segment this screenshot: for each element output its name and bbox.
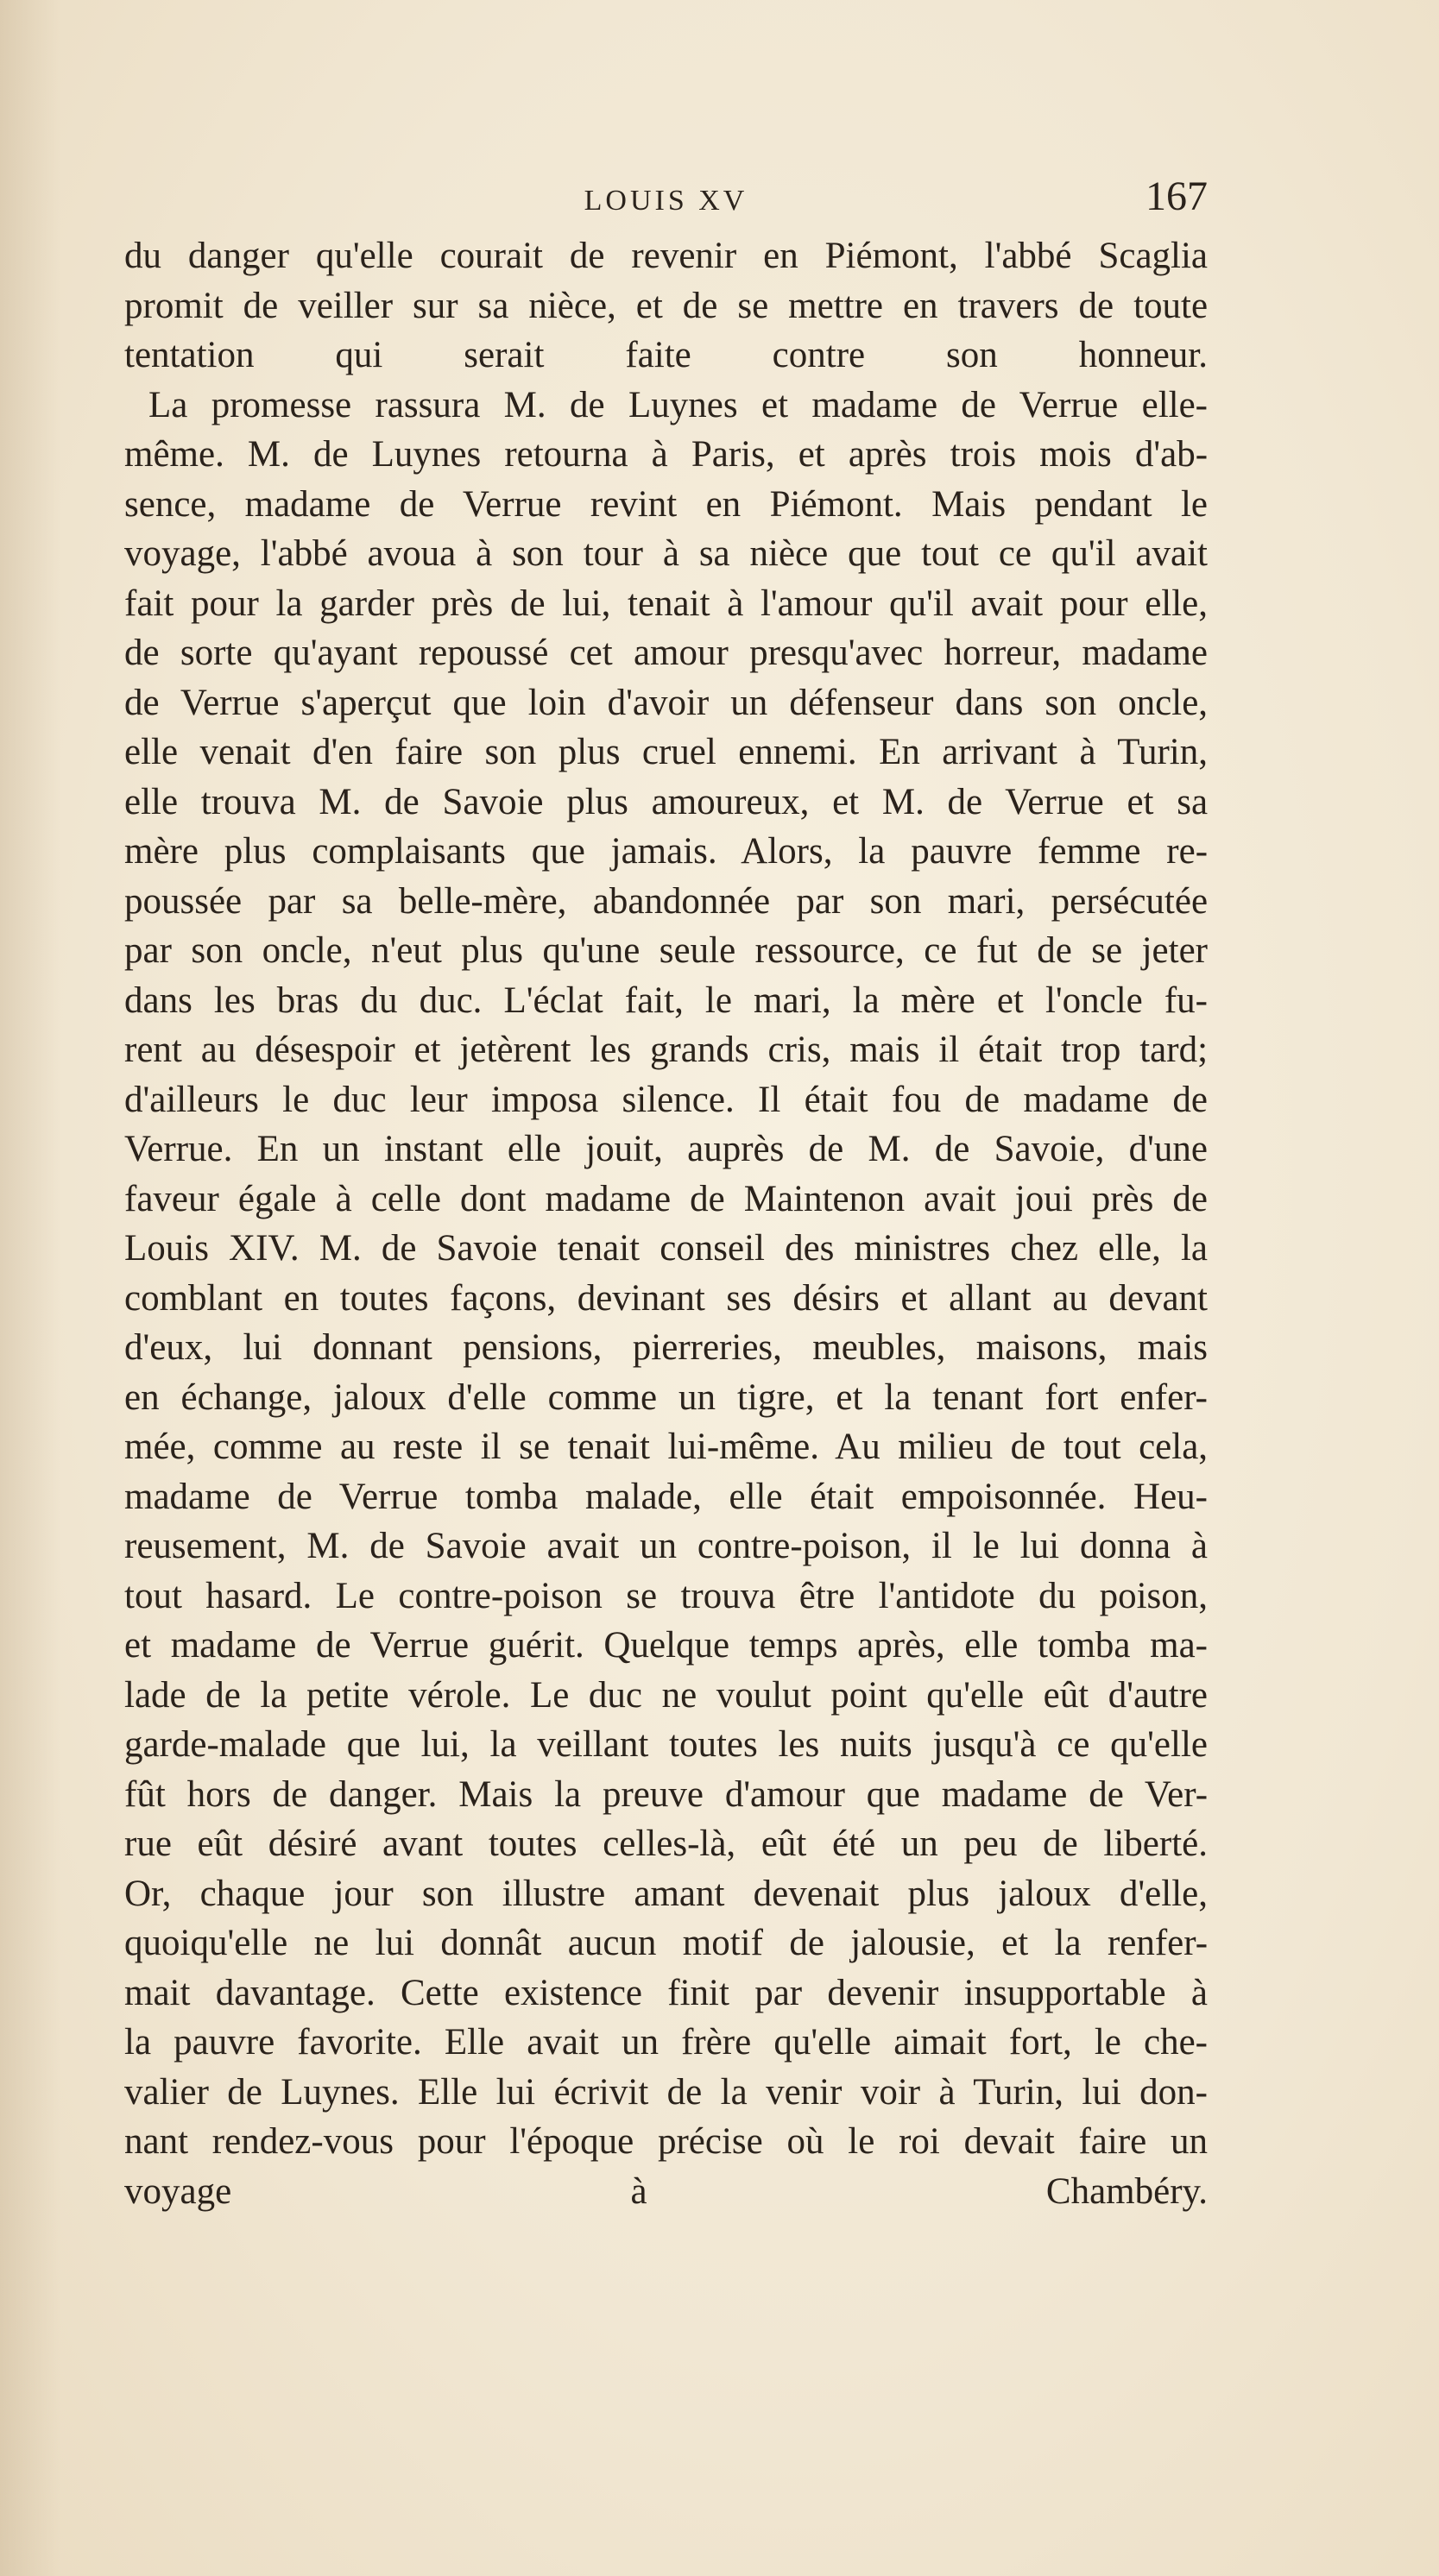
text-line: garde-malade que lui, la veillant toutes les nuits jusqu'à ce qu'elle bbox=[124, 1724, 1208, 1765]
text-line: de sorte qu'ayant repoussé cet amour presqu'avec horreur, madame bbox=[124, 633, 1208, 673]
text-line: fait pour la garder près de lui, tenait à l'amour qu'il avait pour elle, bbox=[124, 583, 1209, 624]
text-line: La promesse rassura M. de Luynes et madame de Verrue elle- bbox=[148, 384, 1208, 425]
page-number: 167 bbox=[1146, 173, 1208, 219]
text-line: mée, comme au reste il se tenait lui-même. Au milieu de tout cela, bbox=[124, 1427, 1209, 1467]
text-line: d'ailleurs le duc leur imposa silence. Il était fou de madame de bbox=[124, 1079, 1208, 1120]
text-line: voyage à Chambéry. bbox=[124, 2170, 1208, 2212]
text-line: rent au désespoir et jetèrent les grands cris, mais il était trop tard; bbox=[124, 1030, 1209, 1070]
running-title: LOUIS XV bbox=[584, 185, 748, 217]
paragraph-1 bbox=[124, 231, 1208, 381]
text-line: par son oncle, n'eut plus qu'une seule ressource, ce fut de se jeter bbox=[124, 930, 1208, 971]
text-line: dans les bras du duc. L'éclat fait, le mari, la mère et l'oncle fu- bbox=[124, 979, 1208, 1021]
text-line: nant rendez-vous pour l'époque précise où le roi devait faire un bbox=[124, 2121, 1209, 2162]
text-line: mait davantage. Cette existence finit par devenir insupportable à bbox=[124, 1972, 1208, 2013]
text-line: mère plus complaisants que jamais. Alors, la pauvre femme re- bbox=[124, 831, 1209, 872]
text-line: fût hors de danger. Mais la preuve d'amour que madame de Ver- bbox=[124, 1773, 1209, 1815]
text-line: en échange, jaloux d'elle comme un tigre, et la tenant fort enfer- bbox=[124, 1376, 1208, 1418]
text-line: poussée par sa belle-mère, abandonnée par son mari, persécutée bbox=[124, 880, 1209, 922]
text-line: comblant en toutes façons, devinant ses désirs et allant au devant bbox=[124, 1277, 1208, 1319]
text-line: du danger qu'elle courait de revenir en Piémont, l'abbé Scaglia bbox=[124, 236, 1209, 276]
text-line: Verrue. En un instant elle jouit, auprès de M. de Savoie, d'une bbox=[124, 1129, 1209, 1169]
text-line: lade de la petite vérole. Le duc ne voulut point qu'elle eût d'autre bbox=[124, 1674, 1208, 1716]
text-line: la pauvre favorite. Elle avait un frère qu'elle aimait fort, le che- bbox=[124, 2022, 1208, 2063]
text-line: valier de Luynes. Elle lui écrivit de la venir voir à Turin, lui don- bbox=[124, 2071, 1209, 2113]
text-line: tentation qui serait faite contre son honneur. bbox=[124, 335, 1208, 375]
paragraph-2 bbox=[124, 381, 1208, 2217]
text-line: d'eux, lui donnant pensions, pierreries, meubles, maisons, mais bbox=[124, 1327, 1208, 1368]
text-line: Louis XIV. M. de Savoie tenait conseil des ministres chez elle, la bbox=[124, 1228, 1208, 1269]
text-line: même. M. de Luynes retourna à Paris, et après trois mois d'ab- bbox=[124, 434, 1209, 475]
text-line: voyage, l'abbé avoua à son tour à sa nièce que tout ce qu'il avait bbox=[124, 533, 1208, 574]
page-edge-shadow bbox=[0, 0, 60, 2576]
text-line: sence, madame de Verrue revint en Piémont. Mais pendant le bbox=[124, 483, 1209, 525]
text-line: tout hasard. Le contre-poison se trouva être l'antidote du poison, bbox=[124, 1575, 1209, 1616]
page-header bbox=[124, 173, 1208, 233]
text-line: madame de Verrue tomba malade, elle était empoisonnée. Heu- bbox=[124, 1476, 1208, 1517]
text-line: reusement, M. de Savoie avait un contre-poison, il le lui donna à bbox=[124, 1526, 1208, 1566]
text-line: elle trouva M. de Savoie plus amoureux, et M. de Verrue et sa bbox=[124, 781, 1209, 822]
text-line: promit de veiller sur sa nièce, et de se mettre en travers de toute bbox=[124, 285, 1209, 326]
text-line: de Verrue s'aperçut que loin d'avoir un défenseur dans son oncle, bbox=[124, 682, 1209, 723]
text-line: Or, chaque jour son illustre amant devenait plus jaloux d'elle, bbox=[124, 1873, 1208, 1914]
text-line: elle venait d'en faire son plus cruel ennemi. En arrivant à Turin, bbox=[124, 732, 1208, 772]
text-line: rue eût désiré avant toutes celles-là, eût été un peu de liberté. bbox=[124, 1823, 1208, 1864]
text-line: et madame de Verrue guérit. Quelque temps après, elle tomba ma- bbox=[124, 1625, 1208, 1666]
text-line: quoiqu'elle ne lui donnât aucun motif de jalousie, et la renfer- bbox=[124, 1923, 1209, 1963]
body-text bbox=[124, 231, 1208, 2216]
text-line: faveur égale à celle dont madame de Maintenon avait joui près de bbox=[124, 1178, 1208, 1219]
